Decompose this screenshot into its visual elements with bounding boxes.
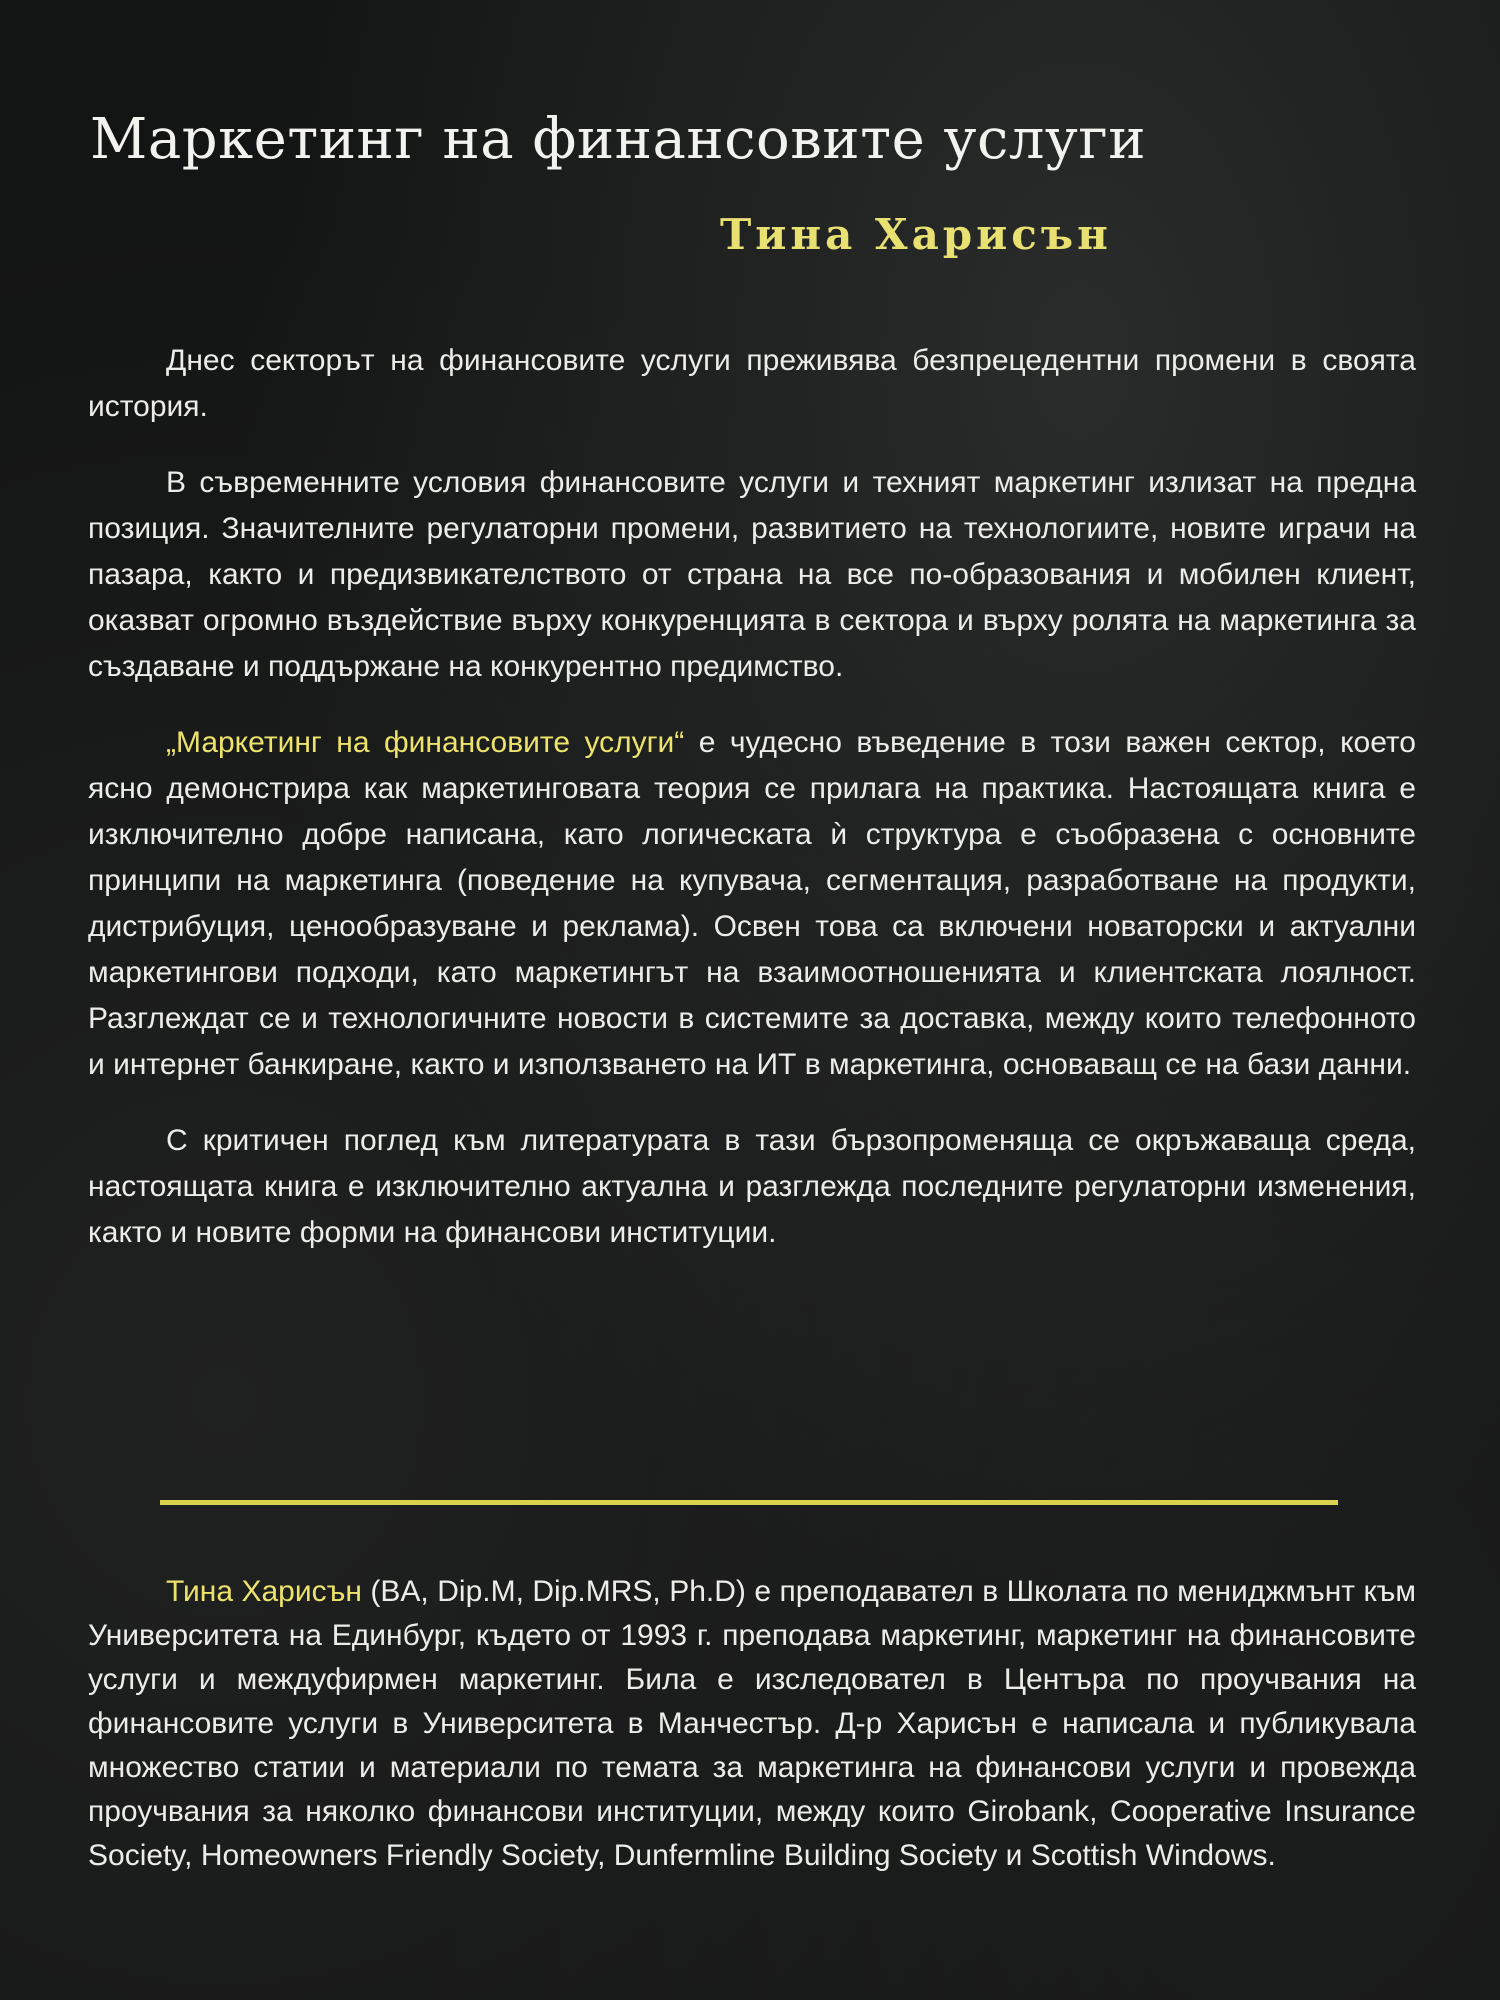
book-title-quote: „Маркетинг на финансовите услуги“ xyxy=(166,726,685,759)
author-bio xyxy=(88,1570,1416,1878)
description-paragraph-1: Днес секторът на финансовите услуги преживява безпрецедентни промени в своята история. xyxy=(88,344,1416,423)
section-divider xyxy=(160,1500,1338,1505)
book-author: Тина Харисън xyxy=(720,210,1112,259)
author-bio-name: Тина Харисън xyxy=(166,1575,362,1608)
description-paragraph-3-text: е чудесно въведение в този важен сектор, което ясно демонстрира как маркетинговата теория се прилага на практика. Настоящата книга е изключително добре написана, като логическата ѝ структура е съобразена с основните принципи на маркетинга (поведение на купувача, сегментация, разработване на продукти, дистрибуция, ценообразуване и реклама). Освен това са включени новаторски и актуални маркетингови подходи, като маркетингът на взаимоотношенията и клиентската лоялност. Разглеждат се и технологичните новости в системите за доставка, между които телефонното и интернет банкиране, както и използването на ИТ в маркетинга, основаващ се на бази данни. xyxy=(88,726,1416,1081)
description-paragraph-3 xyxy=(88,720,1416,1088)
description-paragraph-2: В съвременните условия финансовите услуги и техният маркетинг излизат на предна позиция. Значителните регулаторни промени, развитието на технологиите, новите играчи на пазара, както и предизвикателството от страна на все по-образования и мобилен клиент, оказват огромно въздействие върху конкуренцията в сектора и върху ролята на маркетинга за създаване и поддържане на конкурентно предимство. xyxy=(88,466,1416,683)
author-bio-text: (BA, Dip.M, Dip.MRS, Ph.D) е преподавател в Школата по мениджмънт към Университета на Единбург, където от 1993 г. преподава маркетинг, маркетинг на финансовите услуги и междуфирмен маркетинг. Била е изследовател в Центъра по проучвания на финансовите услуги в Университета в Манчестър. Д-р Харисън е написала и публикувала множество статии и материали по темата за маркетинга на финансови услуги и провежда проучвания за няколко финансови институции, между които Girobank, Cooperative Insurance Society, Homeowners Friendly Society, Dunfermline Building Society и Scottish Windows. xyxy=(88,1575,1417,1872)
book-description xyxy=(88,338,1416,1286)
book-title: Маркетинг на финансовите услуги xyxy=(90,107,1147,172)
description-paragraph-4: С критичен поглед към литературата в тази бързопроменяща се окръжаваща среда, настоящата книга е изключително актуална и разглежда последните регулаторни изменения, както и новите форми на финансови институции. xyxy=(88,1124,1416,1249)
